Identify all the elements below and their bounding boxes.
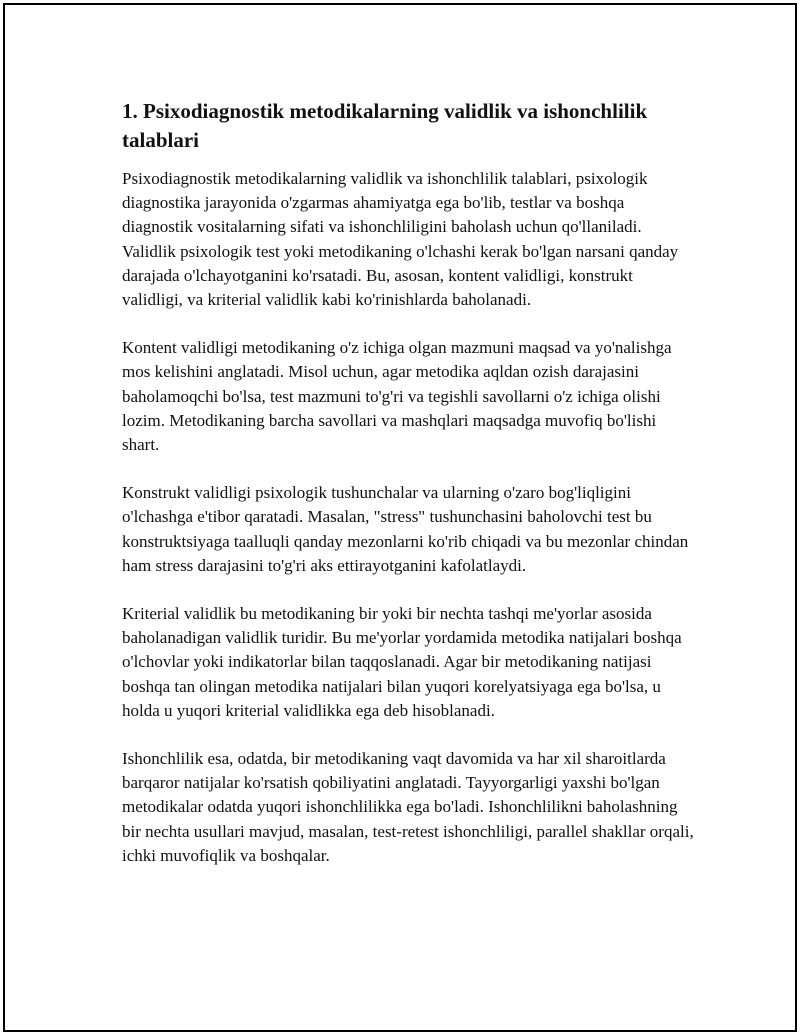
- paragraph-construct-validity: Konstrukt validligi psixologik tushunchalar va ularning o'zaro bog'liqligini o'lchashga e'tibor qaratadi. Masalan, "stress" tushunchasini baholovchi test bu konstruktsiyaga taalluqli qanday mezonlarni ko'rib chiqadi va bu mezonlar chindan ham stress darajasini to'g'ri aks ettirayotganini kafolatlaydi.: [122, 483, 689, 575]
- section-heading: 1. Psixodiagnostik metodikalarning validlik va ishonchlilik talablari: [122, 99, 648, 152]
- page-frame: [3, 3, 797, 1032]
- document-body: [122, 97, 697, 892]
- paragraph-content-validity: Kontent validligi metodikaning o'z ichiga olgan mazmuni maqsad va yo'nalishga mos kelishini anglatadi. Misol uchun, agar metodika aqldan ozish darajasini baholamoqchi bo'lsa, test mazmuni to'g'ri va tegishli savollarni o'z ichiga olishi lozim. Metodikaning barcha savollari va mashqlari maqsadga muvofiq bo'lishi shart.: [122, 338, 672, 455]
- paragraph-reliability: Ishonchlilik esa, odatda, bir metodikaning vaqt davomida va har xil sharoitlarda barqaror natijalar ko'rsatish qobiliyatini anglatadi. Tayyorgarligi yaxshi bo'lgan metodikalar odatda yuqori ishonchlilikka ega bo'ladi. Ishonchlilikni baholashning bir nechta usullari mavjud, masalan, test-retest ishonchliligi, parallel shakllar orqali, ichki muvofiqlik va boshqalar.: [122, 749, 694, 865]
- paragraph-criterion-validity: Kriterial validlik bu metodikaning bir yoki bir nechta tashqi me'yorlar asosida baholanadigan validlik turidir. Bu me'yorlar yordamida metodika natijalari boshqa o'lchovlar yoki indikatorlar bilan taqqoslanadi. Agar bir metodikaning natijasi boshqa tan olingan metodika natijalari bilan yuqori korelyatsiyaga ega bo'lsa, u holda u yuqori kriterial validlikka ega deb hisoblanadi.: [122, 604, 682, 720]
- paragraph-validity-intro: Psixodiagnostik metodikalarning validlik va ishonchlilik talablari, psixologik diagnostika jarayonida o'zgarmas ahamiyatga ega bo'lib, testlar va boshqa diagnostik vositalarning sifati va ishonchliligini baholash uchun qo'llaniladi. Validlik psixologik test yoki metodikaning o'lchashi kerak bo'lgan narsani qanday darajada o'lchayotganini ko'rsatadi. Bu, asosan, kontent validligi, konstrukt validligi, va kriterial validlik kabi ko'rinishlarda baholanadi.: [122, 169, 679, 310]
